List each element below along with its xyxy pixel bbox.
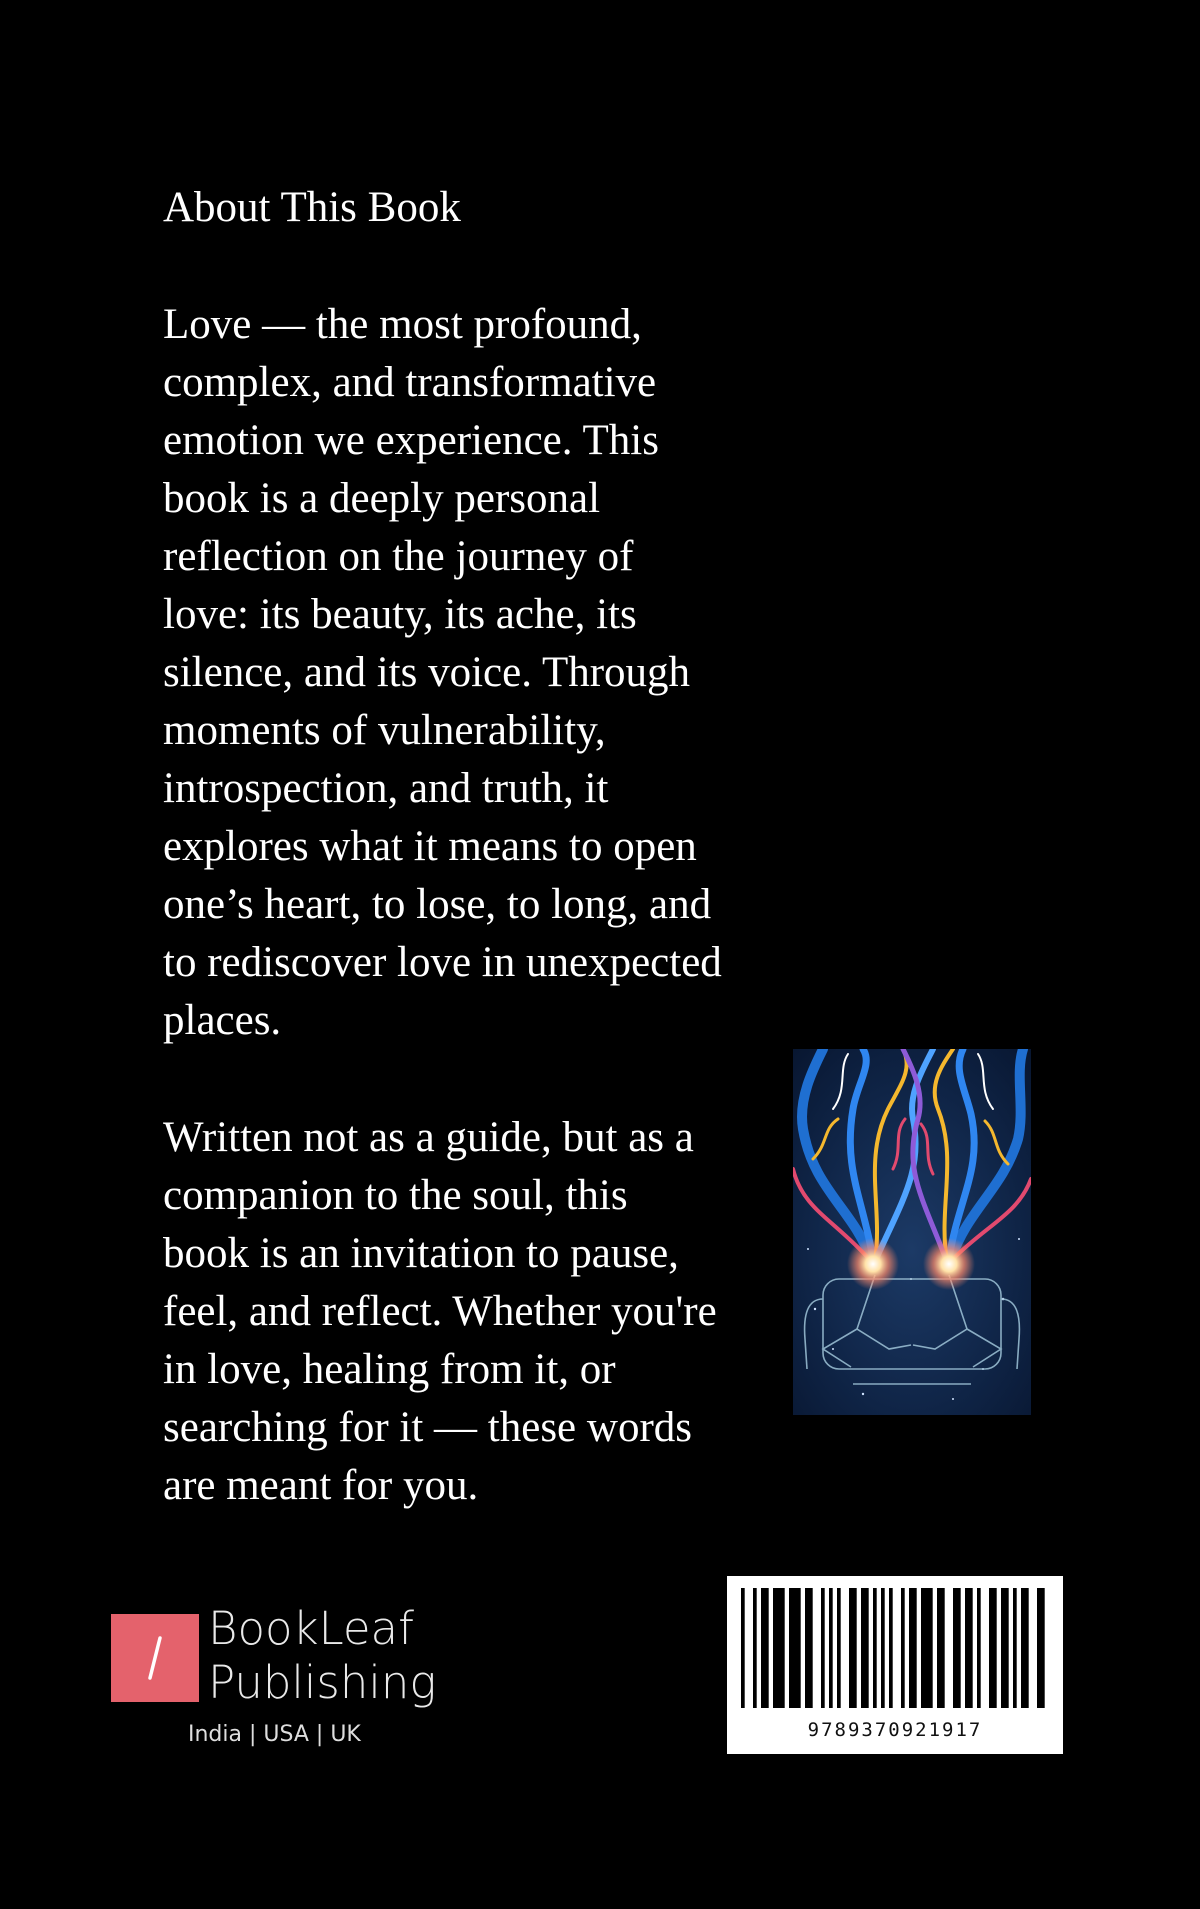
barcode-bar <box>861 1588 869 1708</box>
barcode-bar <box>837 1588 841 1708</box>
description-paragraph-2 <box>163 1109 783 1515</box>
barcode-bar <box>901 1588 905 1708</box>
barcode-bar <box>977 1588 981 1708</box>
isbn-number: 9789370921917 <box>807 1719 983 1741</box>
paragraph-line: complex, and transformative <box>163 359 657 406</box>
artwork-glow-left <box>847 1238 899 1290</box>
about-heading: About This Book <box>163 184 461 231</box>
paragraph-line: to rediscover love in unexpected <box>163 939 722 986</box>
barcode-bar <box>873 1588 877 1708</box>
paragraph-line: love: its beauty, its ache, its <box>163 591 637 638</box>
barcode-bar <box>889 1588 893 1708</box>
barcode-bar <box>1037 1588 1045 1708</box>
paragraph-line: are meant for you. <box>163 1462 479 1509</box>
paragraph-line: silence, and its voice. Through <box>163 649 691 696</box>
barcode-bar <box>849 1588 857 1708</box>
barcode-bar <box>881 1588 885 1708</box>
publisher-name-line-1: BookLeaf <box>208 1602 414 1655</box>
barcode-bar <box>773 1588 785 1708</box>
barcode-bar <box>821 1588 825 1708</box>
barcode-bar <box>741 1588 745 1708</box>
paragraph-line: one’s heart, to lose, to long, and <box>163 881 712 928</box>
paragraph-line: in love, healing from it, or <box>163 1346 616 1393</box>
barcode-bar <box>953 1588 961 1708</box>
barcode-bar <box>753 1588 757 1708</box>
paragraph-line: Love — the most profound, <box>163 301 642 348</box>
publisher-name <box>208 1602 436 1710</box>
barcode-bar <box>789 1588 801 1708</box>
paragraph-line: emotion we experience. This <box>163 417 659 464</box>
paragraph-line: searching for it — these words <box>163 1404 692 1451</box>
slash-mark-icon <box>111 1614 199 1702</box>
barcode-bar <box>937 1588 945 1708</box>
paragraph-line: reflection on the journey of <box>163 533 634 580</box>
publisher-name-line-2: Publishing <box>208 1656 437 1709</box>
isbn-barcode <box>727 1576 1063 1754</box>
publisher-logo <box>111 1602 531 1754</box>
paragraph-line: explores what it means to open <box>163 823 697 870</box>
barcode-bar <box>829 1588 833 1708</box>
cover-artwork <box>793 1049 1031 1415</box>
barcode-bar <box>909 1588 917 1708</box>
paragraph-line: book is a deeply personal <box>163 475 601 522</box>
barcode-bar <box>989 1588 997 1708</box>
barcode-bar <box>805 1588 813 1708</box>
barcode-bar <box>1001 1588 1009 1708</box>
paragraph-line: book is an invitation to pause, <box>163 1230 679 1277</box>
barcode-bar <box>761 1588 769 1708</box>
barcode-bar <box>965 1588 973 1708</box>
description-paragraph-1 <box>163 296 783 1050</box>
paragraph-line: places. <box>163 997 282 1044</box>
barcode-bar <box>1021 1588 1029 1708</box>
artwork-glow-right <box>923 1238 975 1290</box>
publisher-regions: India | USA | UK <box>188 1722 361 1747</box>
barcode-bar <box>921 1588 933 1708</box>
paragraph-line: companion to the soul, this <box>163 1172 628 1219</box>
barcode-bar <box>1013 1588 1017 1708</box>
paragraph-line: moments of vulnerability, <box>163 707 606 754</box>
paragraph-line: feel, and reflect. Whether you're <box>163 1288 717 1335</box>
paragraph-line: Written not as a guide, but as a <box>163 1114 694 1161</box>
paragraph-line: introspection, and truth, it <box>163 765 609 812</box>
